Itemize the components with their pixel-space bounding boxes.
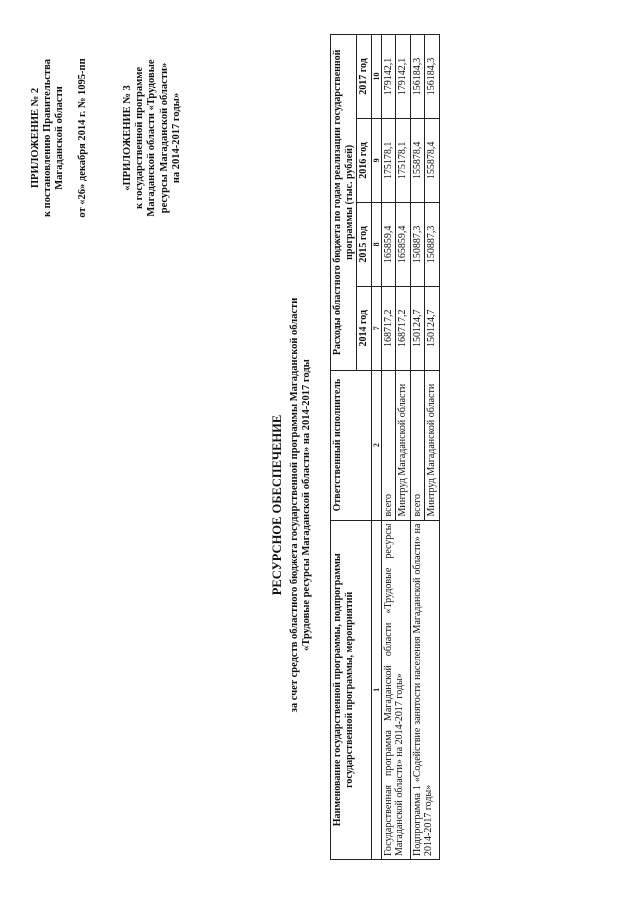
table-row	[410, 35, 425, 860]
value-cell: 150124,7	[410, 286, 425, 370]
document-subtitle: за счет средств областного бюджета государственной программы Магаданской области	[289, 297, 300, 713]
annex-line: Магаданской области	[54, 86, 66, 190]
value-cell: 155878,4	[425, 118, 440, 202]
header-year: 2016 год	[357, 118, 372, 202]
column-number: 2	[371, 370, 381, 520]
annex-title: ПРИЛОЖЕНИЕ № 2	[30, 87, 41, 189]
table-row	[381, 35, 396, 860]
value-cell: 179142,1	[381, 35, 396, 119]
value-cell: 168717,2	[381, 286, 396, 370]
value-cell: 155878,4	[410, 118, 425, 202]
annex-line: к постановлению Правительства	[42, 58, 54, 218]
value-cell: 179142,1	[396, 35, 411, 119]
header-year: 2014 год	[357, 286, 372, 370]
program-name-cell: Государственная программа Магаданской области «Трудовые ресурсы Магаданской области» на 2014-2017 годы»	[381, 520, 410, 859]
header-year: 2015 год	[357, 202, 372, 286]
column-number: 1	[371, 520, 381, 859]
column-number: 7	[371, 286, 381, 370]
table-header-row	[331, 35, 357, 860]
value-cell: 168717,2	[396, 286, 411, 370]
column-number: 10	[371, 35, 381, 119]
value-cell: 175178,1	[381, 118, 396, 202]
annex-line: Магаданской области «Трудовые	[146, 59, 158, 217]
value-cell: 150124,7	[425, 286, 440, 370]
value-cell: 165859,4	[381, 202, 396, 286]
value-cell: 165859,4	[396, 202, 411, 286]
executor-cell: всего	[410, 370, 425, 520]
header-year: 2017 год	[357, 35, 372, 119]
annex-3-header	[122, 48, 183, 228]
program-name-cell: Подпрограмма 1 «Содействие занятости населения Магаданской области» на 2014-2017 годы»	[410, 520, 439, 859]
document-title: РЕСУРСНОЕ ОБЕСПЕЧЕНИЕ	[270, 414, 284, 596]
document-subtitle: «Трудовые ресурсы Магаданской области» на 2014-2017 годы	[301, 359, 312, 651]
column-number-row	[371, 35, 381, 860]
annex-date-line: от «26» декабря 2014 г. № 1095-пп	[76, 58, 88, 218]
value-cell: 150887,3	[425, 202, 440, 286]
annex-title: «ПРИЛОЖЕНИЕ № 3	[122, 85, 133, 191]
document-heading	[270, 245, 313, 765]
header-program-name: Наименование государственной программы, подпрограммы государственной программы, мероприятий	[331, 520, 372, 859]
resource-table	[330, 34, 440, 860]
header-expenses: Расходы областного бюджета по годам реализации государственной программы (тыс. рублей)	[331, 35, 357, 371]
annex-line: к государственной программе	[134, 66, 146, 210]
executor-cell: всего	[381, 370, 396, 520]
column-number: 8	[371, 202, 381, 286]
header-executor: Ответственный исполнитель	[331, 370, 372, 520]
annex-line: на 2014-2017 годы»	[170, 92, 182, 184]
executor-cell: Минтруд Магаданской области	[425, 370, 440, 520]
value-cell: 150887,3	[410, 202, 425, 286]
annex-line: ресурсы Магаданской области»	[158, 62, 170, 214]
value-cell: 156184,3	[410, 35, 425, 119]
value-cell: 175178,1	[396, 118, 411, 202]
value-cell: 156184,3	[425, 35, 440, 119]
column-number: 9	[371, 118, 381, 202]
annex-2-header	[30, 48, 89, 228]
executor-cell: Минтруд Магаданской области	[396, 370, 411, 520]
